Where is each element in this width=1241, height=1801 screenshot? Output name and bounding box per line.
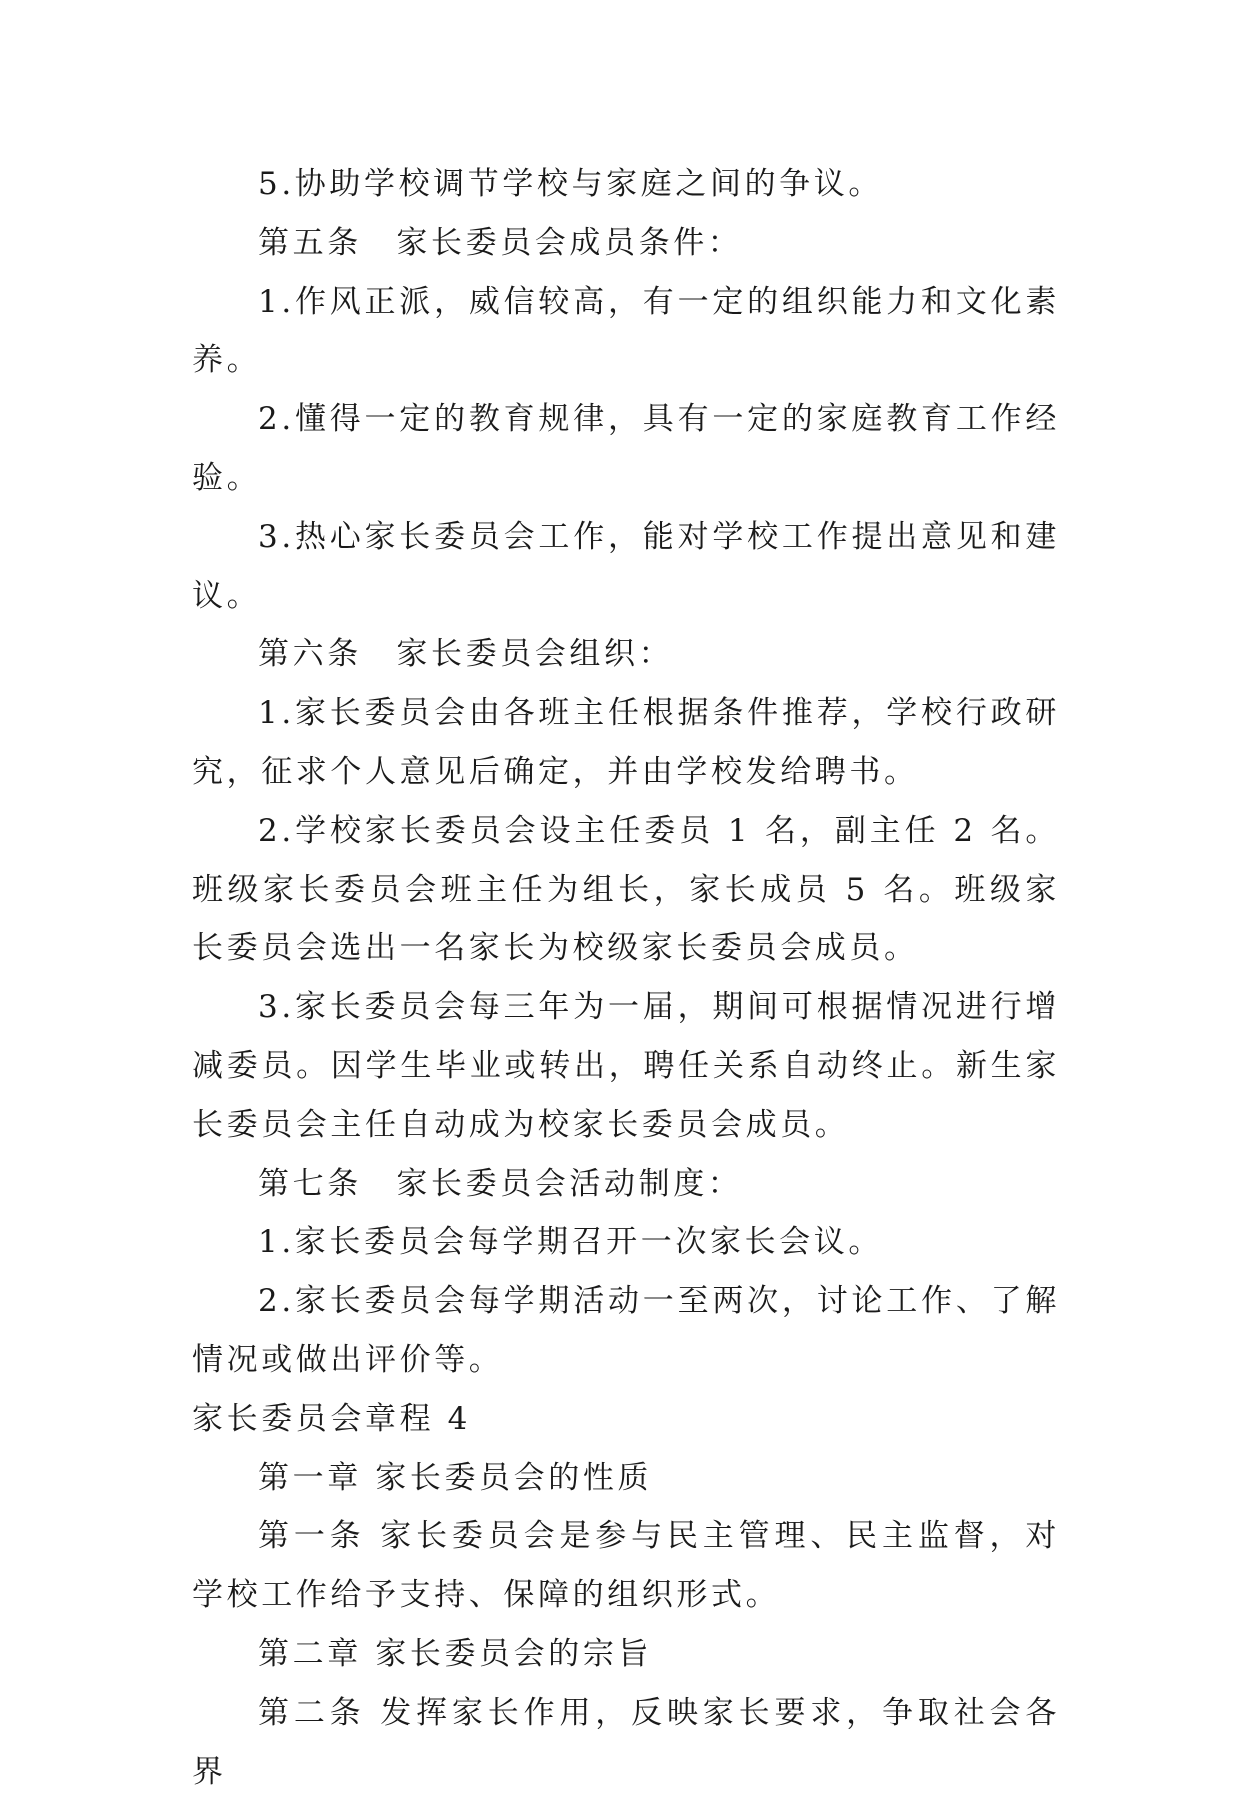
body-paragraph: 1.作风正派，威信较高，有一定的组织能力和文化素养。 [192, 283, 1060, 379]
body-paragraph: 3.家长委员会每三年为一届，期间可根据情况进行增减委员。因学生毕业或转出，聘任关系自动终止。新生家长委员会主任自动成为校家长委员会成员。 [192, 989, 1060, 1143]
section-heading: 家长委员会章程 4 [192, 1400, 471, 1437]
body-paragraph: 第五条 家长委员会成员条件： [258, 224, 743, 261]
body-paragraph: 第一条 家长委员会是参与民主管理、民主监督，对学校工作给予支持、保障的组织形式。 [192, 1518, 1060, 1614]
body-paragraph: 3.热心家长委员会工作，能对学校工作提出意见和建议。 [192, 518, 1060, 614]
body-paragraph: 第七条 家长委员会活动制度： [258, 1165, 743, 1202]
body-paragraph: 第一章 家长委员会的性质 [258, 1459, 653, 1496]
document-body [192, 155, 1060, 1801]
body-paragraph: 1.家长委员会每学期召开一次家长会议。 [258, 1224, 883, 1261]
body-paragraph: 2.懂得一定的教育规律，具有一定的家庭教育工作经验。 [192, 401, 1060, 496]
body-paragraph: 第二条 发挥家长作用，反映家长要求，争取社会各界 [192, 1694, 1060, 1790]
body-paragraph: 第六条 家长委员会组织： [258, 636, 674, 673]
body-paragraph: 2.家长委员会每学期活动一至两次，讨论工作、了解情况或做出评价等。 [192, 1283, 1060, 1378]
body-paragraph: 5.协助学校调节学校与家庭之间的争议。 [258, 166, 883, 202]
body-paragraph: 1.家长委员会由各班主任根据条件推荐，学校行政研究，征求个人意见后确定，并由学校发给聘书。 [192, 695, 1060, 790]
body-paragraph: 第二章 家长委员会的宗旨 [258, 1635, 653, 1672]
body-paragraph: 2.学校家长委员会设主任委员 1 名，副主任 2 名。班级家长委员会班主任为组长，家长成员 5 名。班级家长委员会选出一名家长为校级家长委员会成员。 [192, 812, 1060, 967]
